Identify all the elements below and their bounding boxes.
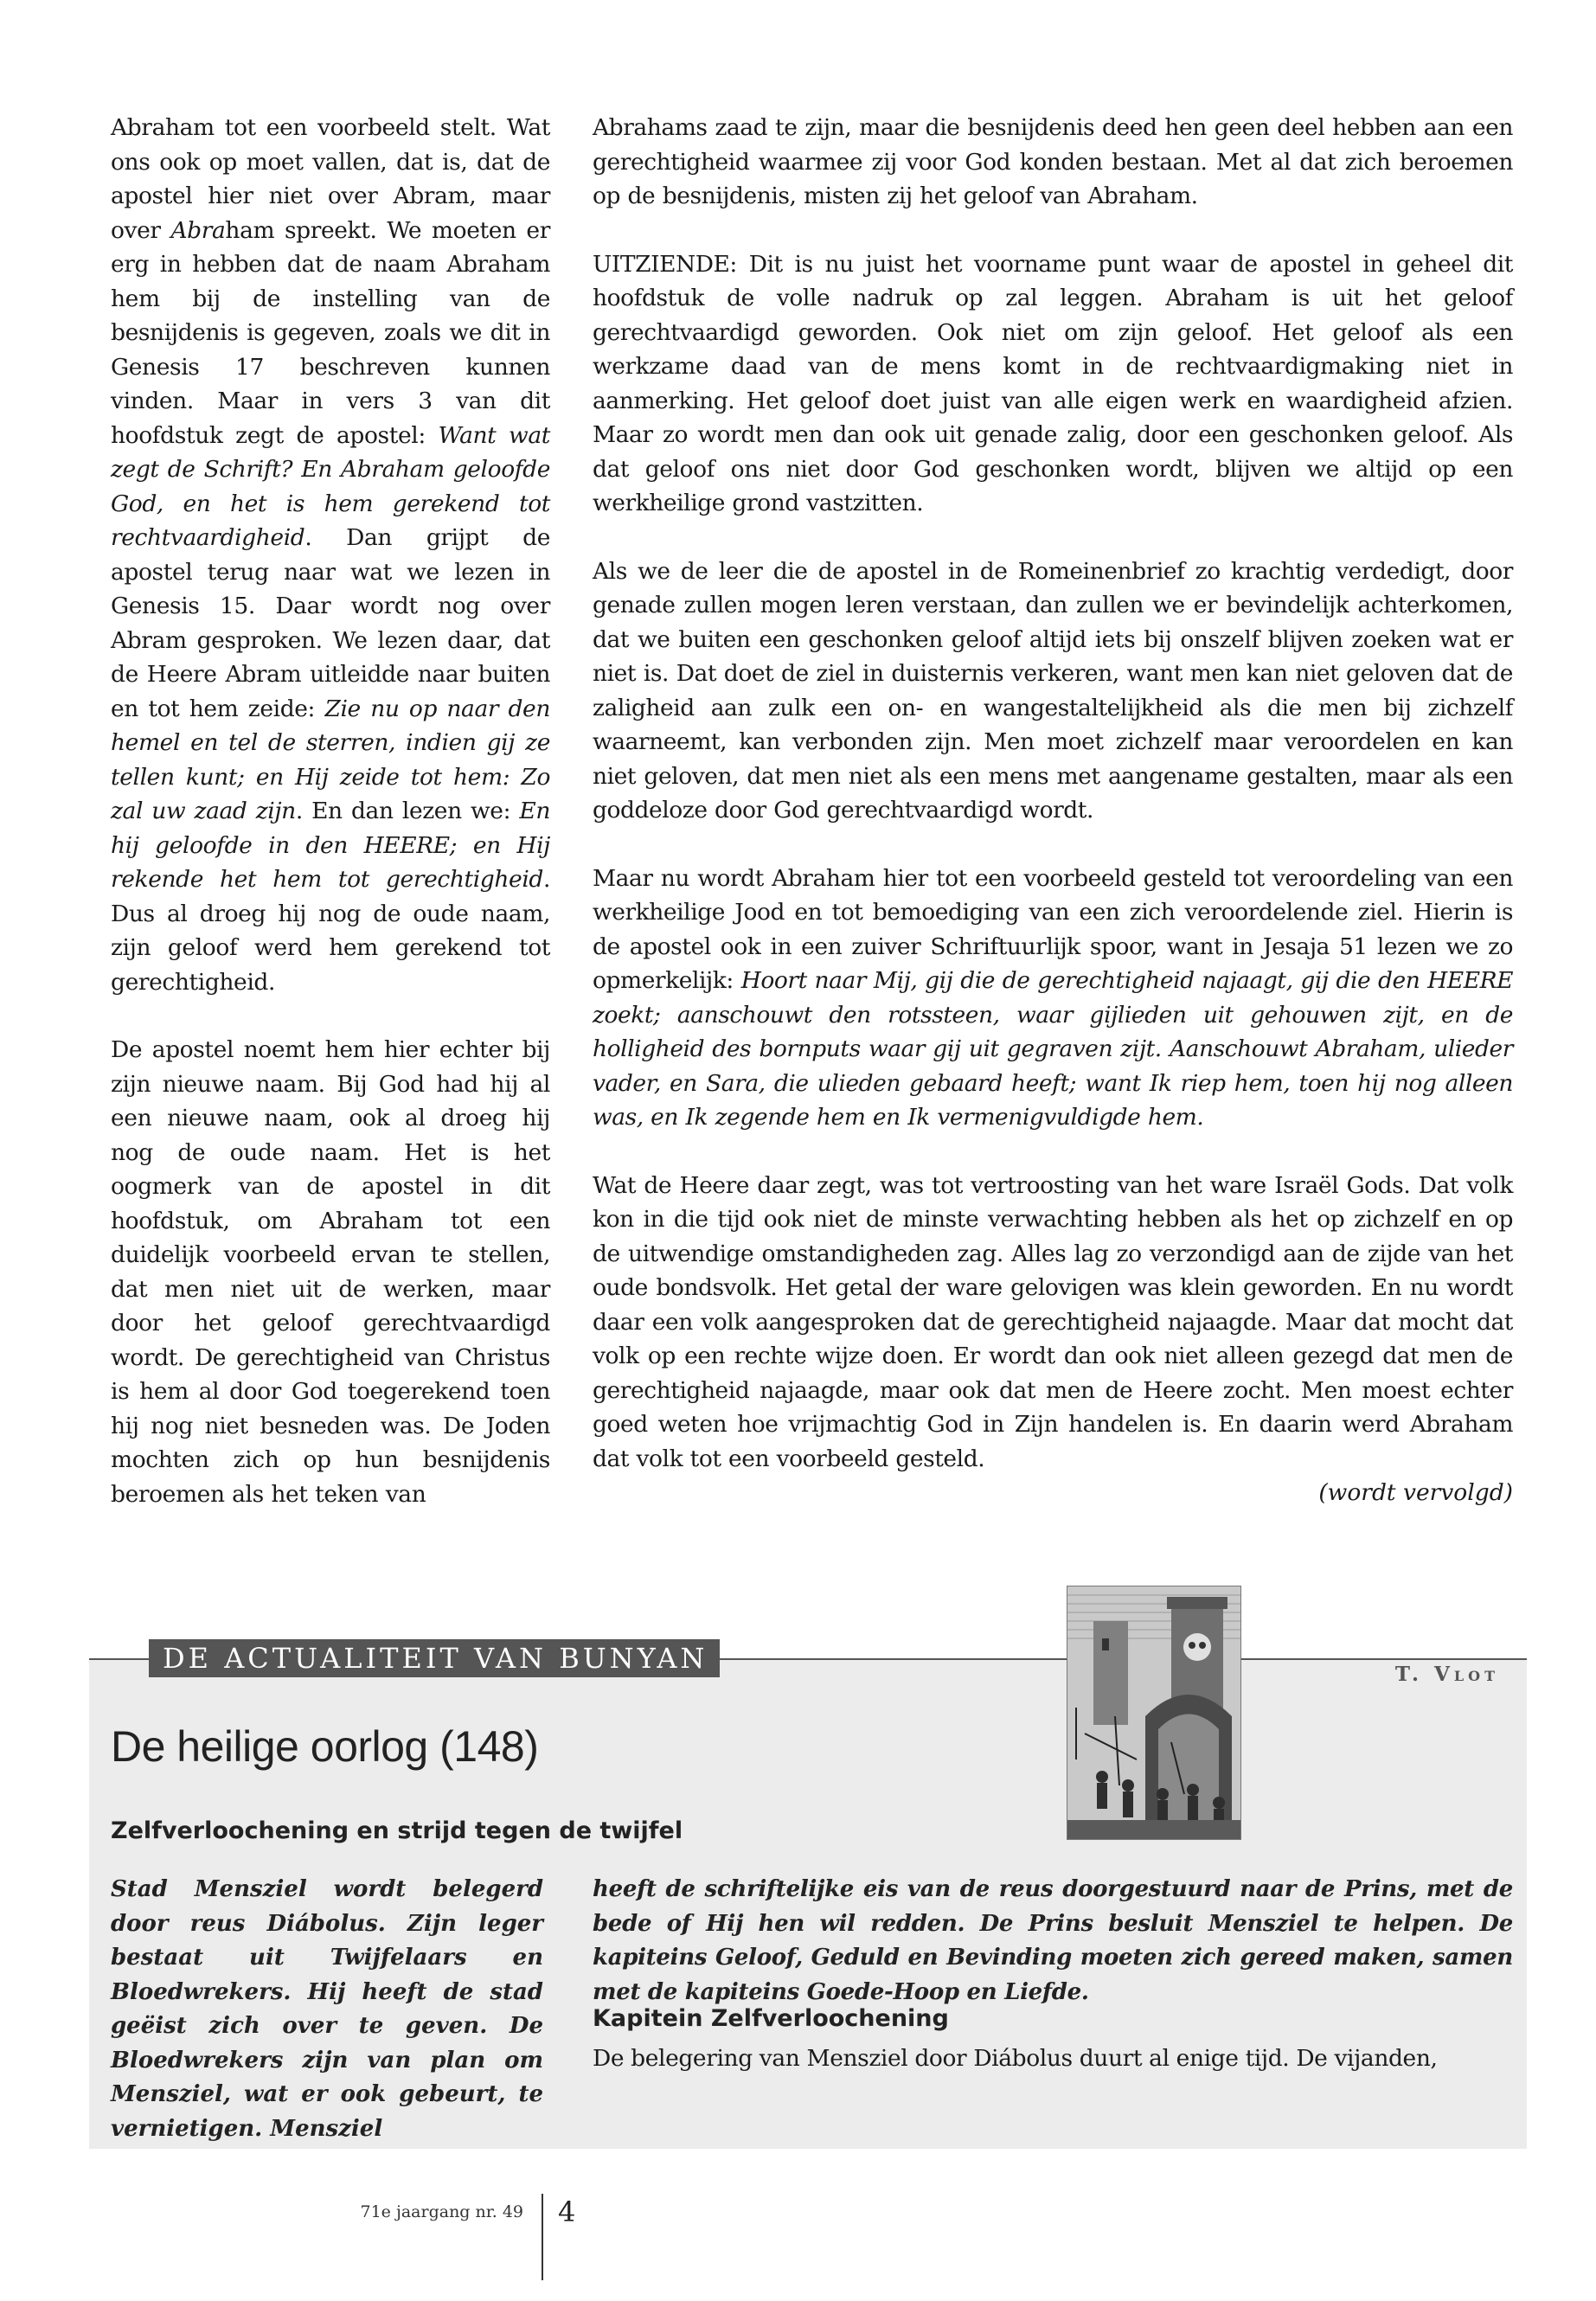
right-paragraph-4: Maar nu wordt Abraham hier tot een voorbeeld gesteld tot veroordeling van een werkheilige Jood en tot bemoediging van een zich veroordelende ziel. Hierin is de apostel ook in een zuiver Schriftuurlijk spoor, want in Jesaja 51 lezen we zo opmerkelijk: Hoort naar Mij, gij die de gerechtigheid najaagt, gij die den HEERE zoekt; aanschouwt den rotssteen, waar gijlieden uit gehouwen zijt, en de holligheid des bornputs waar gij uit gegraven zijt. Aanschouwt Abraham, ulieder vader, en Sara, die ulieden gebaard heeft; want Ik riep hem, toen hij nog alleen was, en Ik zegende hem en Ik vermenigvuldigde hem.	[593, 864, 1513, 1131]
right-paragraph-3: Als we de leer die de apostel in de Romeinenbrief zo krachtig verdedigt, door genade zullen mogen leren verstaan, dan zullen we er bevindelijk achterkomen, dat we buiten een geschonken geloof altijd iets bij onszelf blijven zoeken wat er niet is. Dat doet de ziel in duisternis verkeren, want men kan niet geloven dat de zaligheid aan zulk een on- en wangestaltelijkheid als die men bij zichzelf waarneemt, kan verbonden zijn. Men moet zichzelf maar veroordelen en kan niet geloven, dat men niet als een mens met aangename gestalten, maar als een goddeloze door God gerechtvaardigd wordt.	[593, 557, 1513, 824]
article-subtitle: Zelfverloochening en strijd tegen de twijfel	[111, 1817, 683, 1844]
intro-right: heeft de schriftelijke eis van de reus doorgestuurd naar de Prins, met de bede of Hij hen wil redden. De Prins besluit Mensziel te helpen. De kapiteins Geloof, Geduld en Bevinding moeten zich gereed maken, samen met de kapiteins Goede-Hoop en Liefde.	[593, 1876, 1513, 2005]
article-title: De heilige oorlog (148)	[111, 1722, 539, 1771]
author-name: T. Vlot	[1394, 1663, 1499, 1686]
right-paragraph-5: Wat de Heere daar zegt, was tot vertroosting van het ware Israël Gods. Dat volk kon in die tijd ook niet de minste verwachting hebben als het op zichzelf en op de uitwendige omstandigheden zag. Alles lag zo verzondigd aan de zijde van het oude bondsvolk. Het getal der ware gelovigen was klein geworden. En nu wordt daar een volk aangesproken dat de gerechtigheid najaagde. Maar dat mocht dat volk op een rechte wijze doen. Er wordt dan ook niet alleen gezegd dat men de gerechtigheid najaagde, maar ook dat men de Heere zocht. Men moest echter goed weten hoe vrijmachtig God in Zijn handelen is. En daarin werd Abraham dat volk tot een voorbeeld gesteld.	[593, 1171, 1513, 1472]
left-column	[111, 111, 550, 1511]
article-body-start: De belegering van Mensziel door Diábolus duurt al enige tijd. De vijanden,	[593, 2045, 1438, 2072]
right-paragraph-1: Abrahams zaad te zijn, maar die besnijdenis deed hen geen deel hebben aan een gerechtigheid waarmee zij voor God konden bestaan. Met al dat zich beroemen op de besnijdenis, misten zij het geloof van Abraham.	[593, 114, 1513, 209]
section-label: DE ACTUALITEIT VAN BUNYAN	[149, 1639, 720, 1677]
left-paragraph-2: De apostel noemt hem hier echter bij zijn nieuwe naam. Bij God had hij al een nieuwe naam, ook al droeg hij nog de oude naam. Het is het oogmerk van de apostel in dit hoofdstuk, om Abraham tot een duidelijk voorbeeld ervan te stellen, dat men niet uit de werken, maar door het geloof gerechtvaardigd wordt. De gerechtigheid van Christus is hem al door God toegerekend toen hij nog niet besneden was. De Joden mochten zich op hun besnijdenis beroemen als het teken van	[111, 1036, 550, 1508]
intro-left: Stad Mensziel wordt belegerd door reus Diábolus. Zijn leger bestaat uit Twijfelaars en Bloedwrekers. Hij heeft de stad geëist zich over te geven. De Bloedwrekers zijn van plan om Mensziel, wat er ook gebeurt, te vernietigen. Mensziel	[111, 1876, 543, 2142]
siege-engraving-icon	[1067, 1586, 1240, 1839]
woodcut-illustration	[1067, 1586, 1241, 1840]
right-paragraph-2: UITZIENDE: Dit is nu juist het voorname punt waar de apostel in geheel dit hoofdstuk de volle nadruk op zal leggen. Abraham is uit het geloof gerechtvaardigd geworden. Ook niet om zijn geloof. Het geloof als een werkzame daad van de mens komt in de rechtvaardigmaking niet in aanmerking. Het geloof doet juist van alle eigen werk en waardigheid afzien. Maar zo wordt men dan ook uit genade zalig, door een geschonken geloof. Als dat geloof ons niet door God geschonken wordt, blijven we altijd op een werkheilige grond vastzitten.	[593, 250, 1513, 516]
continued-note: (wordt vervolgd)	[1318, 1479, 1513, 1506]
right-column	[593, 111, 1513, 1510]
left-paragraph-1: Abraham tot een voorbeeld stelt. Wat ons ook op moet vallen, dat is, dat de apostel hier niet over Abram, maar over Abraham spreekt. We moeten er erg in hebben dat de naam Abraham hem bij de instelling van de besnijdenis is gegeven, zoals we dit in Genesis 17 beschreven kunnen vinden. Maar in vers 3 van dit hoofdstuk zegt de apostel: Want wat zegt de Schrift? En Abraham geloofde God, en het is hem gerekend tot rechtvaardigheid. Dan grijpt de apostel terug naar wat we lezen in Genesis 15. Daar wordt nog over Abram gesproken. We lezen daar, dat de Heere Abram uitleidde naar buiten en tot hem zeide: Zie nu op naar den hemel en tel de sterren, indien gij ze tellen kunt; en Hij zeide tot hem: Zo zal uw zaad zijn. En dan lezen we: En hij geloofde in den HEERE; en Hij rekende het hem tot gerechtigheid. Dus al droeg hij nog de oude naam, zijn geloof werd hem gerekend tot gerechtigheid.	[111, 114, 550, 996]
footer-divider	[542, 2194, 543, 2280]
page-number: 4	[558, 2195, 576, 2228]
issue-number: 71e jaargang nr. 49	[360, 2202, 523, 2221]
section-subhead: Kapitein Zelfverloochening	[593, 2005, 949, 2032]
